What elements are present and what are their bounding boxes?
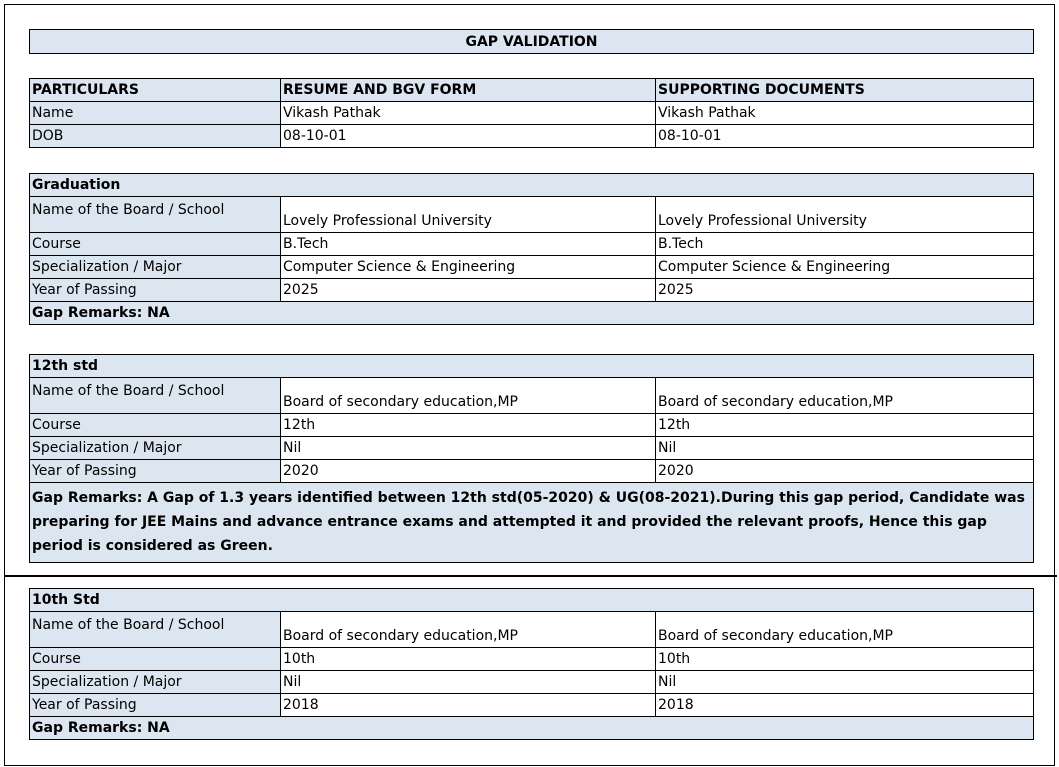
resume-value: Board of secondary education,MP xyxy=(281,378,656,414)
row-label: Course xyxy=(30,648,281,671)
header-resume: RESUME AND BGV FORM xyxy=(281,79,656,102)
section-heading: 12th std xyxy=(30,355,1034,378)
page-title: GAP VALIDATION xyxy=(30,30,1034,54)
resume-value: Nil xyxy=(281,437,656,460)
header-documents: SUPPORTING DOCUMENTS xyxy=(656,79,1034,102)
row-label: Specialization / Major xyxy=(30,671,281,694)
document-value: 2025 xyxy=(656,279,1034,302)
document-value: B.Tech xyxy=(656,233,1034,256)
document-value: 08-10-01 xyxy=(656,125,1034,148)
table-row xyxy=(30,460,1034,483)
document-value: Vikash Pathak xyxy=(656,102,1034,125)
tenth-table xyxy=(29,588,1034,740)
row-label: Year of Passing xyxy=(30,694,281,717)
row-label: Name of the Board / School xyxy=(30,378,281,414)
table-row xyxy=(30,102,1034,125)
resume-value: Computer Science & Engineering xyxy=(281,256,656,279)
table-row xyxy=(30,694,1034,717)
resume-value: Board of secondary education,MP xyxy=(281,612,656,648)
row-label: Specialization / Major xyxy=(30,256,281,279)
page-divider xyxy=(4,575,1057,577)
table-row xyxy=(30,414,1034,437)
table-row xyxy=(30,197,1034,233)
gap-remarks: Gap Remarks: NA xyxy=(30,302,1034,325)
table-row xyxy=(30,612,1034,648)
resume-value: B.Tech xyxy=(281,233,656,256)
table-row xyxy=(30,437,1034,460)
table-row xyxy=(30,671,1034,694)
document-value: Nil xyxy=(656,671,1034,694)
gap-remarks: Gap Remarks: NA xyxy=(30,717,1034,740)
resume-value: 2020 xyxy=(281,460,656,483)
document-value: Board of secondary education,MP xyxy=(656,612,1034,648)
resume-value: 2025 xyxy=(281,279,656,302)
personal-table xyxy=(29,78,1034,148)
column-header-row xyxy=(30,79,1034,102)
document-value: 2020 xyxy=(656,460,1034,483)
row-label: Name of the Board / School xyxy=(30,197,281,233)
resume-value: Nil xyxy=(281,671,656,694)
resume-value: Vikash Pathak xyxy=(281,102,656,125)
graduation-table xyxy=(29,173,1034,325)
row-label: Year of Passing xyxy=(30,460,281,483)
document-value: Computer Science & Engineering xyxy=(656,256,1034,279)
table-row xyxy=(30,256,1034,279)
row-label: DOB xyxy=(30,125,281,148)
document-value: Board of secondary education,MP xyxy=(656,378,1034,414)
row-label: Course xyxy=(30,414,281,437)
resume-value: 08-10-01 xyxy=(281,125,656,148)
section-heading: Graduation xyxy=(30,174,1034,197)
gap-remarks: Gap Remarks: A Gap of 1.3 years identified between 12th std(05-2020) & UG(08-2021).During this gap period, Candidate was preparing for JEE Mains and advance entrance exams and attempted it and provided the relevant proofs, Hence this gap period is considered as Green. xyxy=(30,483,1034,563)
section-heading: 10th Std xyxy=(30,589,1034,612)
row-label: Course xyxy=(30,233,281,256)
table-row xyxy=(30,279,1034,302)
table-row xyxy=(30,648,1034,671)
row-label: Specialization / Major xyxy=(30,437,281,460)
document-value: 12th xyxy=(656,414,1034,437)
title-table xyxy=(29,29,1034,54)
table-row xyxy=(30,233,1034,256)
row-label: Year of Passing xyxy=(30,279,281,302)
twelfth-table xyxy=(29,354,1034,563)
document-value: Nil xyxy=(656,437,1034,460)
resume-value: 10th xyxy=(281,648,656,671)
document-value: 10th xyxy=(656,648,1034,671)
resume-value: Lovely Professional University xyxy=(281,197,656,233)
document-value: 2018 xyxy=(656,694,1034,717)
row-label: Name xyxy=(30,102,281,125)
document-value: Lovely Professional University xyxy=(656,197,1034,233)
resume-value: 12th xyxy=(281,414,656,437)
row-label: Name of the Board / School xyxy=(30,612,281,648)
table-row xyxy=(30,125,1034,148)
header-particulars: PARTICULARS xyxy=(30,79,281,102)
table-row xyxy=(30,378,1034,414)
resume-value: 2018 xyxy=(281,694,656,717)
